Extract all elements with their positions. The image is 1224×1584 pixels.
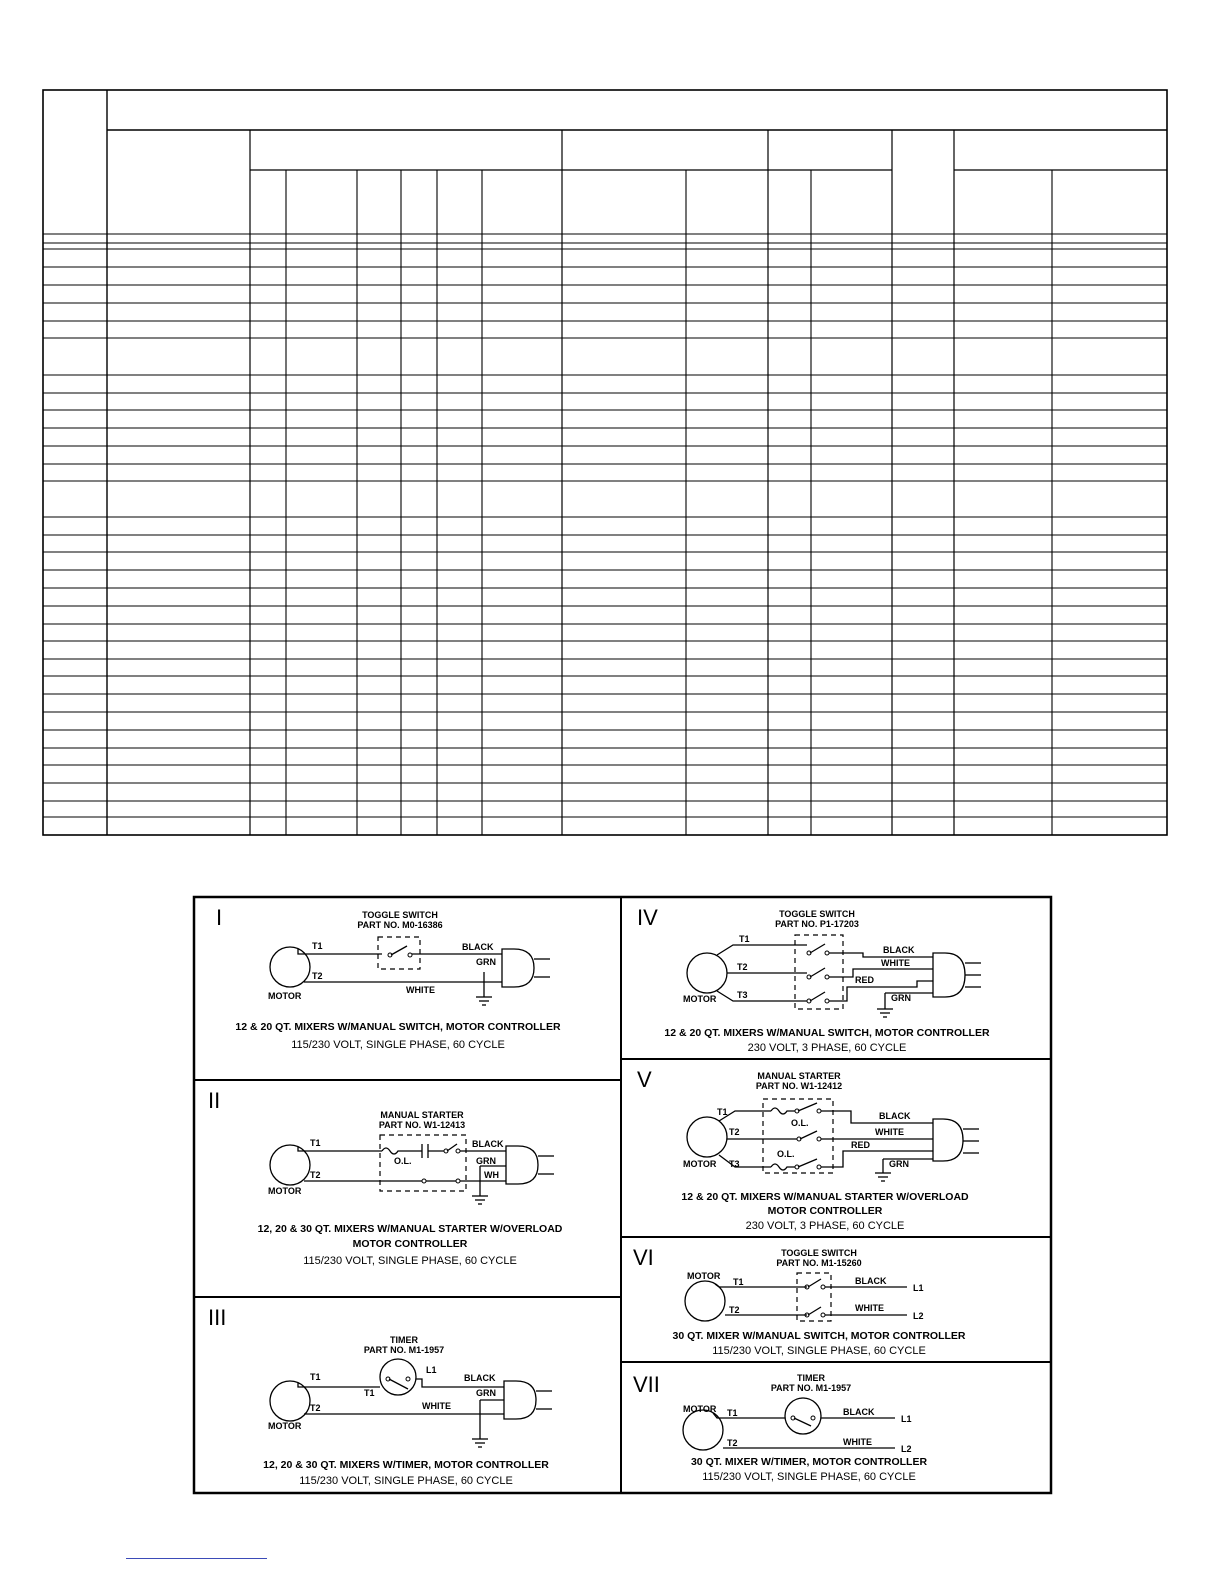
wire-black-label: BLACK [464, 1373, 496, 1383]
device-part-number: PART NO. M1-15260 [776, 1258, 862, 1268]
caption-line-1: 12, 20 & 30 QT. MIXERS W/TIMER, MOTOR CONTROLLER [263, 1459, 549, 1471]
device-part-number: PART NO. P1-17203 [775, 919, 859, 929]
wire-red-label: RED [855, 975, 875, 985]
device-label: TOGGLE SWITCH [781, 1248, 857, 1258]
device-part-number: PART NO. W1-12413 [378, 1120, 466, 1130]
wire-wh-label: WH [484, 1170, 499, 1180]
panel-numeral: II [208, 1088, 221, 1113]
terminal-t2-label: T2 [737, 962, 748, 972]
wire-black-label: BLACK [883, 945, 915, 955]
caption-line-2: MOTOR CONTROLLER [352, 1238, 468, 1250]
terminal-t2-label: T2 [310, 1403, 321, 1413]
terminal-t1-label: T1 [739, 934, 750, 944]
caption-line-1: 12, 20 & 30 QT. MIXERS W/MANUAL STARTER W/OVERLOAD [257, 1223, 563, 1235]
caption-line-2: 115/230 VOLT, SINGLE PHASE, 60 CYCLE [712, 1345, 926, 1357]
motor-label: MOTOR [683, 1159, 717, 1169]
motor-label: MOTOR [683, 994, 717, 1004]
device-label: MANUAL STARTER [757, 1071, 841, 1081]
terminal-t1-label: T1 [727, 1408, 738, 1418]
terminal-t1-label: T1 [717, 1107, 728, 1117]
wire-black-label: BLACK [879, 1111, 911, 1121]
device-label: MANUAL STARTER [380, 1110, 464, 1120]
timer-t1-label: T1 [364, 1388, 375, 1398]
motor-label: MOTOR [268, 1421, 302, 1431]
line-l2-label: L2 [913, 1311, 924, 1321]
terminal-t1-label: T1 [310, 1138, 321, 1148]
caption-line-3: 115/230 VOLT, SINGLE PHASE, 60 CYCLE [303, 1255, 517, 1267]
terminal-t2-label: T2 [727, 1438, 738, 1448]
wire-grn-label: GRN [476, 957, 496, 967]
caption-line-1: 30 QT. MIXER W/TIMER, MOTOR CONTROLLER [690, 1456, 928, 1468]
device-label: TOGGLE SWITCH [362, 910, 438, 920]
panel-numeral: III [208, 1305, 227, 1330]
panel-numeral: I [216, 905, 223, 930]
terminal-t3-label: T3 [737, 990, 748, 1000]
device-part-number: PART NO. M1-1957 [770, 1383, 852, 1393]
caption-line-2: 115/230 VOLT, SINGLE PHASE, 60 CYCLE [299, 1475, 513, 1487]
overload-label: O.L. [394, 1156, 412, 1166]
motor-label: MOTOR [268, 1186, 302, 1196]
caption-line-2: 115/230 VOLT, SINGLE PHASE, 60 CYCLE [702, 1471, 916, 1483]
terminal-t2-label: T2 [729, 1305, 740, 1315]
caption-line-2: MOTOR CONTROLLER [767, 1205, 883, 1217]
wire-white-label: WHITE [855, 1303, 884, 1313]
device-part-number: PART NO. M1-1957 [363, 1345, 445, 1355]
caption-line-1: 12 & 20 QT. MIXERS W/MANUAL SWITCH, MOTOR CONTROLLER [235, 1021, 561, 1033]
wire-grn-label: GRN [891, 993, 911, 1003]
caption-line-3: 230 VOLT, 3 PHASE, 60 CYCLE [745, 1220, 905, 1232]
device-label: TIMER [390, 1335, 418, 1345]
line-l1-label: L1 [901, 1414, 912, 1424]
wire-red-label: RED [851, 1140, 871, 1150]
wire-black-label: BLACK [462, 942, 494, 952]
wire-grn-label: GRN [476, 1388, 496, 1398]
line-l1-label: L1 [913, 1283, 924, 1293]
wire-white-label: WHITE [406, 985, 435, 995]
device-part-number: PART NO. W1-12412 [755, 1081, 843, 1091]
caption-line-1: 12 & 20 QT. MIXERS W/MANUAL STARTER W/OVERLOAD [681, 1191, 969, 1203]
terminal-t2-label: T2 [310, 1170, 321, 1180]
wire-white-label: WHITE [875, 1127, 904, 1137]
device-label: TOGGLE SWITCH [779, 909, 855, 919]
caption-line-2: 230 VOLT, 3 PHASE, 60 CYCLE [747, 1042, 907, 1054]
caption-line-1: 12 & 20 QT. MIXERS W/MANUAL SWITCH, MOTOR CONTROLLER [664, 1027, 990, 1039]
wire-grn-label: GRN [889, 1159, 909, 1169]
panel-numeral: V [637, 1067, 652, 1092]
device-label: TIMER [797, 1373, 825, 1383]
motor-label: MOTOR [687, 1271, 721, 1281]
panel-numeral: VII [633, 1372, 660, 1397]
terminal-t1-label: T1 [733, 1277, 744, 1287]
device-part-number: PART NO. M0-16386 [357, 920, 443, 930]
motor-label: MOTOR [268, 991, 302, 1001]
wire-black-label: BLACK [855, 1276, 887, 1286]
footer-rule [126, 1558, 267, 1559]
overload-label-lower: O.L. [777, 1149, 795, 1159]
terminal-t3-label: T3 [729, 1159, 740, 1169]
panel-numeral: VI [633, 1245, 654, 1270]
wire-black-label: BLACK [472, 1139, 504, 1149]
caption-line-1: 30 QT. MIXER W/MANUAL SWITCH, MOTOR CONTROLLER [672, 1330, 966, 1342]
wire-white-label: WHITE [843, 1437, 872, 1447]
terminal-t1-label: T1 [310, 1372, 321, 1382]
terminal-t1-label: T1 [312, 941, 323, 951]
terminal-t2-label: T2 [729, 1127, 740, 1137]
terminal-t2-label: T2 [312, 971, 323, 981]
wire-white-label: WHITE [422, 1401, 451, 1411]
motor-label: MOTOR [683, 1404, 717, 1414]
timer-l1-label: L1 [426, 1365, 437, 1375]
wire-grn-label: GRN [476, 1156, 496, 1166]
overload-label-upper: O.L. [791, 1118, 809, 1128]
caption-line-2: 115/230 VOLT, SINGLE PHASE, 60 CYCLE [291, 1039, 505, 1051]
wire-white-label: WHITE [881, 958, 910, 968]
wire-black-label: BLACK [843, 1407, 875, 1417]
line-l2-label: L2 [901, 1444, 912, 1454]
panel-numeral: IV [637, 905, 658, 930]
